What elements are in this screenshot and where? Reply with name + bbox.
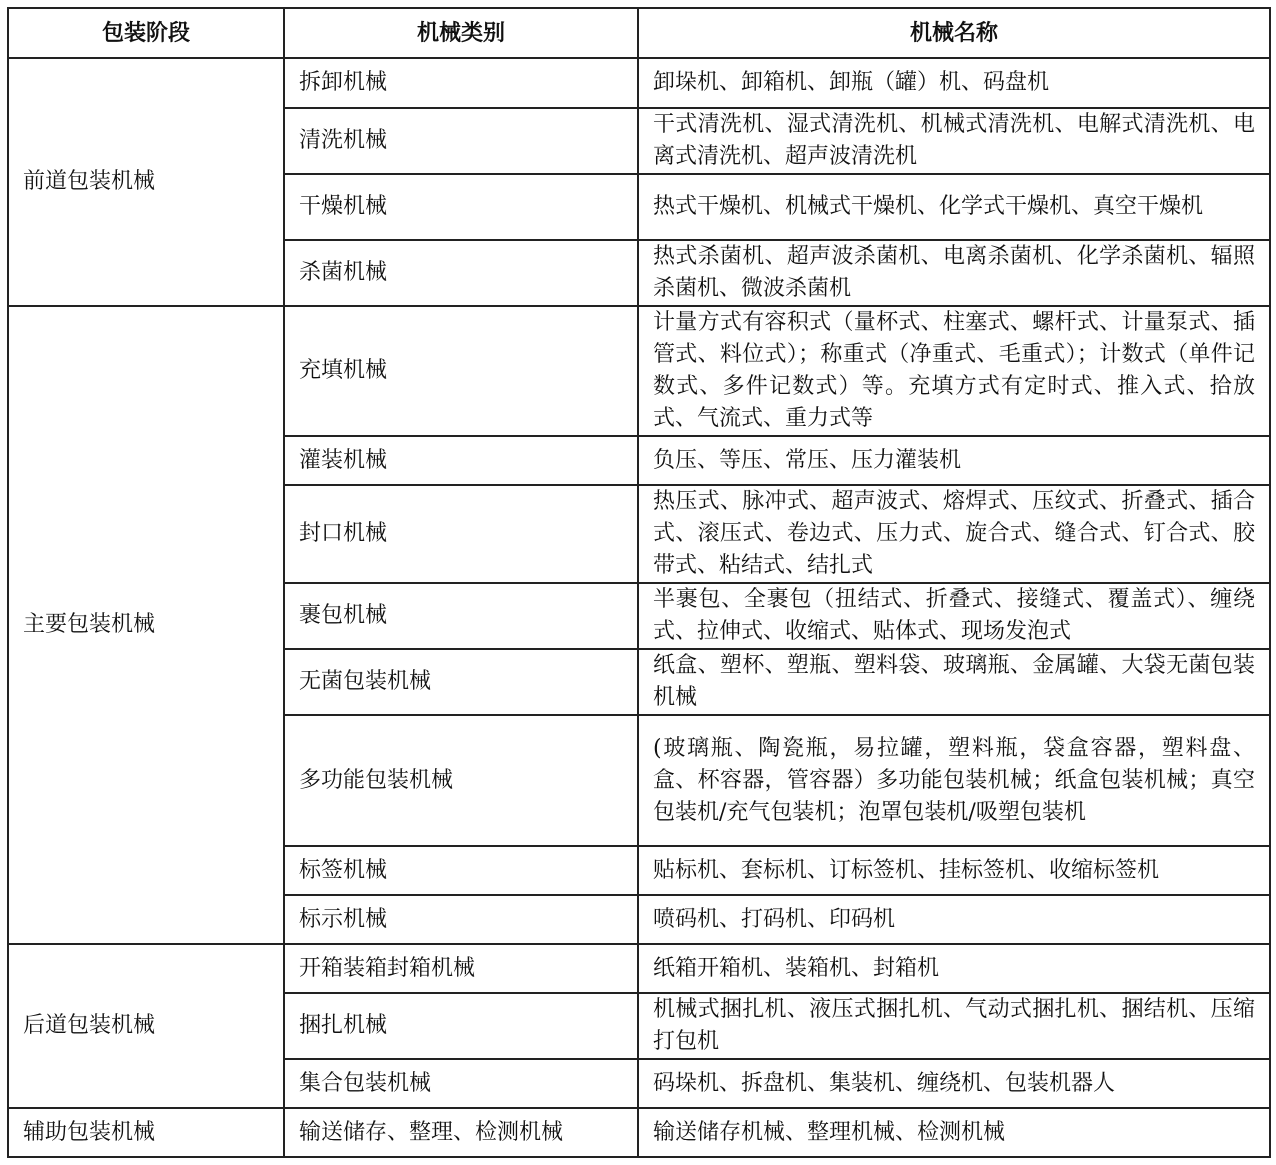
names-cell: 半裹包、全裹包（扭结式、折叠式、接缝式、覆盖式）、缠绕式、拉伸式、收缩式、贴体式、现场发泡式 [638, 583, 1270, 649]
table-row [8, 1108, 1270, 1157]
names-cell: 纸箱开箱机、装箱机、封箱机 [638, 944, 1270, 993]
packaging-machinery-table [7, 7, 1271, 1158]
category-cell: 无菌包装机械 [284, 649, 638, 715]
names-cell: 喷码机、打码机、印码机 [638, 895, 1270, 944]
category-cell: 杀菌机械 [284, 240, 638, 306]
header-stage: 包装阶段 [8, 8, 284, 58]
stage-cell: 前道包装机械 [8, 58, 284, 306]
names-cell: 计量方式有容积式（量杯式、柱塞式、螺杆式、计量泵式、插管式、料位式）；称重式（净重式、毛重式）；计数式（单件记数式、多件记数式）等。充填方式有定时式、推入式、拾放式、气流式、重力式等 [638, 306, 1270, 436]
category-cell: 封口机械 [284, 485, 638, 583]
header-names: 机械名称 [638, 8, 1270, 58]
names-cell: 输送储存机械、整理机械、检测机械 [638, 1108, 1270, 1157]
category-cell: 标示机械 [284, 895, 638, 944]
category-cell: 干燥机械 [284, 174, 638, 240]
category-cell: 捆扎机械 [284, 993, 638, 1059]
category-cell: 灌装机械 [284, 436, 638, 485]
names-cell: 贴标机、套标机、订标签机、挂标签机、收缩标签机 [638, 846, 1270, 895]
names-cell: (玻璃瓶、陶瓷瓶，易拉罐，塑料瓶，袋盒容器，塑料盘、盒、杯容器，管容器）多功能包装机械；纸盒包装机械；真空包装机/充气包装机；泡罩包装机/吸塑包装机 [638, 715, 1270, 846]
names-cell: 纸盒、塑杯、塑瓶、塑料袋、玻璃瓶、金属罐、大袋无菌包装机械 [638, 649, 1270, 715]
names-cell: 负压、等压、常压、压力灌装机 [638, 436, 1270, 485]
names-cell: 热式杀菌机、超声波杀菌机、电离杀菌机、化学杀菌机、辐照杀菌机、微波杀菌机 [638, 240, 1270, 306]
names-cell: 机械式捆扎机、液压式捆扎机、气动式捆扎机、捆结机、压缩打包机 [638, 993, 1270, 1059]
names-cell: 码垛机、拆盘机、集装机、缠绕机、包装机器人 [638, 1059, 1270, 1108]
category-cell: 清洗机械 [284, 108, 638, 174]
names-cell: 卸垛机、卸箱机、卸瓶（罐）机、码盘机 [638, 58, 1270, 108]
category-cell: 标签机械 [284, 846, 638, 895]
names-cell: 热式干燥机、机械式干燥机、化学式干燥机、真空干燥机 [638, 174, 1270, 240]
category-cell: 多功能包装机械 [284, 715, 638, 846]
category-cell: 拆卸机械 [284, 58, 638, 108]
category-cell: 集合包装机械 [284, 1059, 638, 1108]
names-cell: 热压式、脉冲式、超声波式、熔焊式、压纹式、折叠式、插合式、滚压式、卷边式、压力式、旋合式、缝合式、钉合式、胶带式、粘结式、结扎式 [638, 485, 1270, 583]
stage-cell: 辅助包装机械 [8, 1108, 284, 1157]
names-cell: 干式清洗机、湿式清洗机、机械式清洗机、电解式清洗机、电离式清洗机、超声波清洗机 [638, 108, 1270, 174]
table-row [8, 306, 1270, 436]
category-cell: 充填机械 [284, 306, 638, 436]
header-row [8, 8, 1270, 58]
category-cell: 开箱装箱封箱机械 [284, 944, 638, 993]
table-row [8, 58, 1270, 108]
stage-cell: 后道包装机械 [8, 944, 284, 1108]
category-cell: 输送储存、整理、检测机械 [284, 1108, 638, 1157]
table-row [8, 944, 1270, 993]
stage-cell: 主要包装机械 [8, 306, 284, 944]
header-category: 机械类别 [284, 8, 638, 58]
category-cell: 裹包机械 [284, 583, 638, 649]
